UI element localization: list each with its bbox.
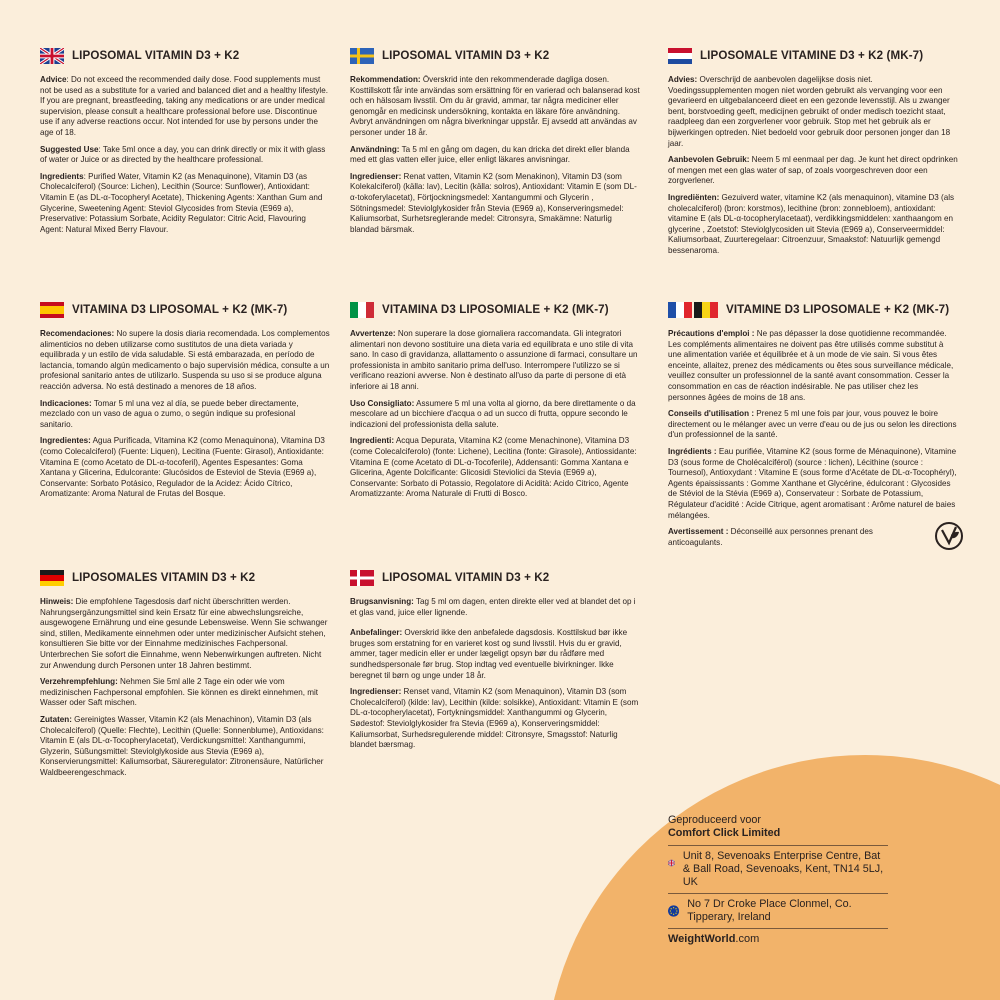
usage-paragraph: Användning: Ta 5 ml en gång om dagen, du kan dricka det direkt eller blanda med ett glas vatten eller juice, eller enligt läkares anvisningar.: [350, 144, 630, 165]
vegan-icon: [934, 521, 964, 551]
panel-title: LIPOSOMAL VITAMIN D3 + K2: [72, 48, 240, 62]
spain-flag-icon: [40, 302, 64, 318]
panel-english: [40, 48, 330, 241]
ingredients-paragraph: Ingredientes: Agua Purificada, Vitamina K2 (como Menaquinona), Vitamina D3 (como Colecalciferol) (Fuente: Liquen), Lecitina (Fuente: Girasol), Antioxidante: Vitamina E (como Acetato de DL-α-tocoferil), Agentes Espesantes: Goma Xantana y Glicerina, Edulcorante: Glucósidos de Esteviol de Stevia (E969 a), Conservante: Sorbato Potásico, Regulador de la Acidez: Ácido Cítrico, Aromatizante: Aroma Natural de Frutas del Bosque.: [40, 436, 325, 499]
panel-title: VITAMINA D3 LIPOSOMAL + K2 (MK-7): [72, 302, 288, 316]
usage-paragraph: Conseils d'utilisation : Prenez 5 ml une fois par jour, vous pouvez le boire directement ou le mélanger avec un verre d'eau ou de jus ou selon les directions d'un professionnel de la santé.: [668, 409, 957, 440]
panel-title: LIPOSOMAL VITAMIN D3 + K2: [382, 48, 550, 62]
usage-paragraph: Aanbevolen Gebruik: Neem 5 ml eenmaal per dag. Je kunt het direct opdrinken of mengen met een glas water of sap, of zoals voorgeschreven door een zorgverlener.: [668, 155, 958, 186]
usage-paragraph: Suggested Use: Take 5ml once a day, you can drink directly or mix it with glass of water or Juice or as directed by the healthcare professional.: [40, 144, 326, 165]
france-flag-icon: [668, 302, 692, 318]
panel-french: [668, 302, 958, 554]
advice-paragraph: Recomendaciones: No supere la dosis diaria recomendada. Los complementos alimenticios no deben utilizarse como sustitutos de una dieta variada y equilibrada y un estilo de vida saludable. Si está embarazada, en período de lactancia, tomando algún medicamento o bajo supervisión médica, consulte a un profesional sanitario antes de utilizarlo. Suspenda su uso si se produce alguna reacción adversa. No está destinado a menores de 18 años.: [40, 329, 330, 391]
italy-flag-icon: [350, 302, 374, 318]
ingredients-paragraph: Ingrediënten: Gezuiverd water, vitamine K2 (als menaquinon), vitamine D3 (als cholecalciferol) (bron: korstmos), lecithine (bron: zonnebloem), antioxidant: vitamine E (als DL-α-tocopherylacetaat), verdikkingsmiddelen: xanthaangom en glycerine , Zoetstof: Steviolglycosiden uit Stevia (E969 a), Conserveermiddel: Kaliumsorbaat, Zuurteregelaar: Citroenzuur, Smaakstof: Natuurlijk gemengd bessenaroma.: [668, 192, 955, 255]
panel-swedish: [350, 48, 640, 241]
producer-intro: Geproduceerd voor: [668, 814, 762, 826]
advice-paragraph: Avvertenze: Non superare la dose giornaliera raccomandata. Gli integratori alimentari non devono sostituire una dieta varia ed equilibrata e uno stile di vita sano. In caso di gravidanza, allattamento o assunzione di farmaci, consultare un professionista in ambito sanitario prima dell'uso. Interrompere l'utilizzo se si verificano reazioni avverse. Non è destinato all'uso da parte di persone di età inferiore ai 18 anni.: [350, 329, 638, 391]
advice-paragraph: Advice: Do not exceed the recommended daily dose. Food supplements must not be used as a substitute for a varied and balanced diet and a healthy lifestyle. If you are pregnant, breastfeeding, taking any medications or are under medical supervision, please consult a healthcare professional before use. Discontinue use if any adverse reactions occur. Not intended for use by persons under the age of 18.: [40, 75, 328, 137]
eu-address-row: [668, 894, 888, 929]
sweden-flag-icon: [350, 48, 374, 64]
ingredients-paragraph: Ingrédients : Eau purifiée, Vitamine K2 (sous forme de Ménaquinone), Vitamine D3 (sous forme de Cholécalciférol) (source : lichen), Lécithine (source : Tournesol), Antioxydant : Vitamine E (sous forme d'Acétate de DL-α-Tocophéryl), Agents épaississants : Gomme Xanthane et Glycérine, édulcorant : Glycosides de Stéviol de la Stévia (E969 a), Conservateur : Sorbate de Potassium, Régulateur d'acidité : Acide Citrique, agent aromatisant : Arôme naturel de baies mélangées.: [668, 446, 957, 520]
panel-title: VITAMINA D3 LIPOSOMIALE + K2 (MK-7): [382, 302, 609, 316]
brand-logo: WeightWorld.com: [668, 933, 760, 945]
usage-paragraph: Uso Consigliato: Assumere 5 ml una volta al giorno, da bere direttamente o da mescolare ad un bicchiere d'acqua o ad un succo di frutta, oppure secondo le indicazioni del professionista della salute.: [350, 398, 636, 429]
advice-paragraph: Advies: Overschrijd de aanbevolen dagelijkse dosis niet. Voedingssupplementen mogen niet worden gebruikt als vervanging voor een gevarieerd en uitgebalanceerd dieet en een gezonde levensstijl. Als u zwanger bent, borstvoeding geeft, medicijnen gebruikt of onder medisch toezicht staat, raadpleeg dan een zorgverlener voor gebruik. Stop met het gebruik als er bijwerkingen optreden. Niet bedoeld voor gebruik door personen jonger dan 18 jaar.: [668, 75, 951, 148]
panel-german: [40, 570, 330, 785]
denmark-flag-icon: [350, 570, 374, 586]
uk-address-row: [668, 846, 888, 894]
producer-info: [668, 814, 888, 946]
panel-title: VITAMINE D3 LIPOSOMALE + K2 (MK-7): [726, 302, 950, 316]
usage-paragraph: Indicaciones: Tomar 5 ml una vez al día, se puede beber directamente, mezclado con un vaso de agua o zumo, o según indique su profesional sanitario.: [40, 398, 299, 429]
ingredients-paragraph: Ingredienser: Renat vatten, Vitamin K2 (som Menakinon), Vitamin D3 (som Kolekalciferol) (källa: lav), Lecitin (källa: solros), Antioxidant: Vitamin E (som DL-α-tokoferylacetat), Förtjockningsmedel: Xantangummi och Glycerin , Sötningsmedel: Steviolglykosider från Stevia (E969 a), Konserveringsmedel: Kaliumsorbat, Surhetsreglerande medel: Citronsyra, Smakämne: Naturlig blandad bärsmak.: [350, 171, 637, 234]
uk-address: Unit 8, Sevenoaks Enterprise Centre, Bat & Ball Road, Sevenoaks, Kent, TN14 5LJ, UK: [682, 850, 884, 888]
eu-flag-icon: [668, 904, 679, 918]
ingredients-paragraph: Ingredienti: Acqua Depurata, Vitamina K2 (come Menachinone), Vitamina D3 (come Colecalciferolo) (fonte: Lichene), Lecitina (fonte: Girasole), Antiossidante: Vitamina E (come Acetato di DL-α-Tocoferile), Addensanti: Gomma Xantana e Glicerina, Agente Dolcificante: Glicosidi Steviolici da Stevia (E969 a), Conservante: Sorbato di Potassio, Regolatore di Acidità: Acido Citrico, Agente Aromatizzante: Aroma Naturale di Frutti di Bosco.: [350, 436, 637, 499]
ingredients-paragraph: Ingredienser: Renset vand, Vitamin K2 (som Menaquinon), Vitamin D3 (som Cholecalciferol) (kilde: lav), Lecithin (kilde: solsikke), Antioxidant: Vitamin E (som DL-α-tocopherylacetat), Fortykningsmiddel: Xanthangummi og Glycerin, Sødestof: Steviolglykosider fra Stevia (E969 a), Konserveringsmiddel: Kaliumsorbat, Surhedsregulerende middel: Citronsyre, Smagsstof: Naturlig blandet bærsmag.: [350, 687, 639, 750]
panel-spanish: [40, 302, 330, 506]
netherlands-flag-icon: [668, 48, 692, 64]
usage-paragraph: Brugsanvisning: Tag 5 ml om dagen, enten direkte eller ved at blandet det op i et glas vand, juice eller lignende.: [350, 597, 636, 617]
eu-address: No 7 Dr Croke Place Clonmel, Co. Tipperary, Ireland: [687, 898, 852, 923]
panel-danish: [350, 570, 640, 757]
ingredients-paragraph: Zutaten: Gereinigtes Wasser, Vitamin K2 (als Menachinon), Vitamin D3 (als Cholecalciferol) (Quelle: Flechte), Lecithin (Quelle: Sonnenblume), Antioxidans: Vitamin E (als DL-α-Tocopherylacetat), Verdickungsmittel: Xanthangummi, Glyzerin, Süßungsmittel: Steviolglykoside aus Stevia (E969 a), Konservierungsmittel: Kaliumsorbat, Säureregulator: Zitronensäure, Natürlicher Waldbeerengeschmack.: [40, 714, 324, 777]
panel-title: LIPOSOMALES VITAMIN D3 + K2: [72, 570, 256, 584]
uk-flag-icon: [668, 856, 675, 870]
panel-italian: [350, 302, 640, 506]
producer-company: Comfort Click Limited: [668, 827, 888, 846]
usage-paragraph: Verzehrempfehlung: Nehmen Sie 5ml alle 2 Tage ein oder wie vom medizinischen Fachpersonal empfohlen. Sie können es direkt einnehmen, mit Wasser oder Saft mischen.: [40, 677, 319, 708]
advice-paragraph: Précautions d'emploi : Ne pas dépasser la dose quotidienne recommandée. Les compléments alimentaires ne doivent pas être utilisés comme substitut à une alimentation variée et équilibrée et à un mode de vie sain. Si vous êtes enceinte, allaitez, prenez des médicaments ou êtes sous surveillance médicale, veuillez consulter un professionnel de la santé avant consommation. Cesser la consommation en cas de réaction indésirable. Ne pas utiliser chez les personnes âgées de moins de 18 ans.: [668, 329, 954, 402]
uk-flag-icon: [40, 48, 64, 64]
advice-paragraph: Hinweis: Die empfohlene Tagesdosis darf nicht überschritten werden. Nahrungsergänzungsmittel sind kein Ersatz für eine abwechslungsreiche, ausgewogene Ernährung und eine gesunde Lebensweise. Wenn Sie schwanger sind, stillen, Medikamente einnehmen oder unter medizinischer Aufsicht stehen, konsultieren Sie bitte vor der Einnahme medizinisches Fachpersonal. Unterbrechen Sie sofort die Einnahme, wenn Nebenwirkungen auftreten. Nicht zur Anwendung durch Personen unter 18 Jahren bestimmt.: [40, 597, 328, 670]
panel-dutch: [668, 48, 958, 263]
ingredients-paragraph: Ingredients: Purified Water, Vitamin K2 (as Menaquinone), Vitamin D3 (as Cholecalciferol) (Source: Lichen), Lecithin (Source: Sunflower), Antioxidant: Vitamin E (as DL-α-Tocopheryl Acetate), Thickening Agents: Xanthan Gum and Glycerine, Sweetening Agent: Steviol Glycosides from Stevia (E969 a), Preservative: Potassium Sorbate, Acidity Regulator: Citric Acid, Flavouring Agent: Natural Mixed Berry Flavour.: [40, 171, 323, 234]
panel-title: LIPOSOMALE VITAMINE D3 + K2 (MK-7): [700, 48, 924, 62]
panel-title: LIPOSOMAL VITAMIN D3 + K2: [382, 570, 550, 584]
belgium-flag-icon: [694, 302, 718, 318]
germany-flag-icon: [40, 570, 64, 586]
advice-paragraph: Rekommendation: Överskrid inte den rekommenderade dagliga dosen. Kosttillskott får inte användas som ersättning för en varierad och balanserad kost och en hälsosam livsstil. Om du är gravid, ammar, tar några mediciner eller genomgår en medicinsk undersökning, kontakta en läkare före användning. Avbryt användningen om några biverkningar uppstår. Ej avsedd att användas av personer under 18 år.: [350, 75, 640, 137]
warning-paragraph: Avertissement : Déconseillé aux personnes prenant des anticoagulants.: [668, 527, 873, 547]
advice-paragraph: Anbefalinger: Overskrid ikke den anbefalede dagsdosis. Kosttilskud bør ikke bruges som erstatning for en varieret kost og sund livsstil. Hvis du er gravid, ammer, tager medicin eller er under lægeligt opsyn bør du rådføre med sundhedspersonale før brug. Stop indtag ved eventuelle bivirkninger. Ikke beregnet til børn og unge under 18 år.: [350, 628, 628, 680]
